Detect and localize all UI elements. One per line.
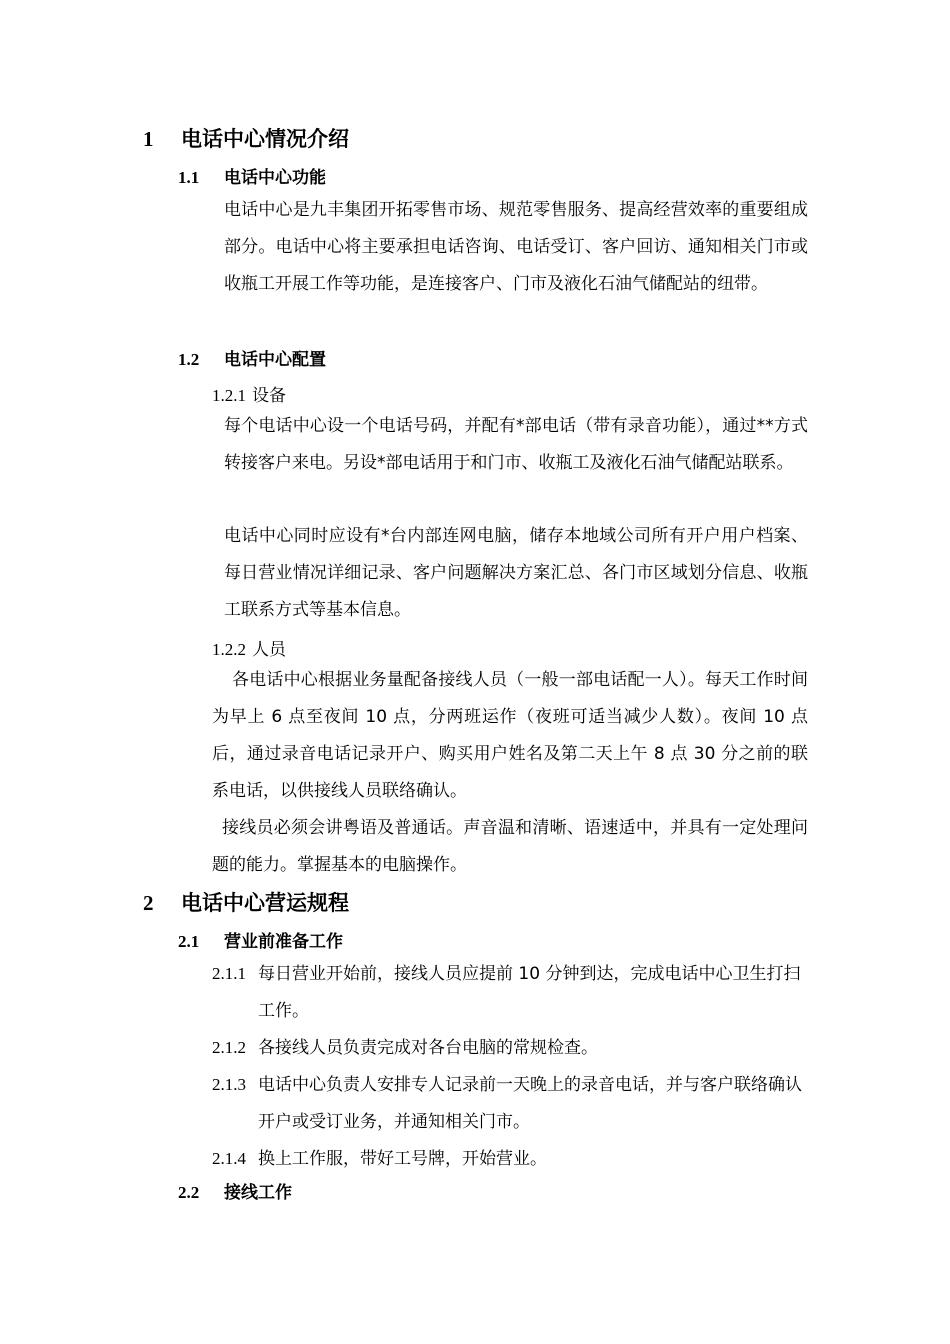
- subsection-heading-1-1: [178, 163, 326, 188]
- subsection-heading-2-1: [178, 927, 343, 952]
- step-number: 2.1.1: [212, 964, 246, 983]
- subsection-heading-2-2: [178, 1178, 292, 1203]
- section-number: 2: [143, 891, 154, 915]
- step-2-1-2: [212, 1029, 808, 1067]
- step-number: 2.1.3: [212, 1075, 246, 1094]
- step-text: 各接线人员负责完成对各台电脑的常规检查。: [258, 1038, 598, 1058]
- subsection-number: 2.1: [178, 932, 200, 951]
- section-title: 电话中心营运规程: [181, 891, 349, 915]
- section-number: 1: [143, 127, 154, 151]
- item-number: 1.2.1: [212, 386, 246, 405]
- paragraph-equipment-1: 每个电话中心设一个电话号码，并配有*部电话（带有录音功能），通过**方式转接客户来电。另设*部电话用于和门市、收瓶工及液化石油气储配站联系。: [224, 416, 808, 473]
- paragraph-staff-1: 各电话中心根据业务量配备接线人员（一般一部电话配一人）。每天工作时间为早上 6 点至夜间 10 点，分两班运作（夜班可适当减少人数）。夜间 10 点后，通过录音电话记录开户、购买用户姓名及第二天上午 8 点 30 分之前的联系电话，以供接线人员联络确认。: [212, 670, 808, 801]
- subsection-title: 营业前准备工作: [224, 932, 343, 952]
- step-text: 每日营业开始前，接线人员应提前 10 分钟到达，完成电话中心卫生打扫工作。: [258, 964, 801, 1021]
- subsection-number: 1.2: [178, 350, 200, 369]
- section-title: 电话中心情况介绍: [181, 127, 349, 151]
- subsection-heading-1-2: [178, 345, 326, 370]
- step-text: 换上工作服，带好工号牌，开始营业。: [258, 1149, 547, 1169]
- paragraph-equipment-2: 电话中心同时应设有*台内部连网电脑，储存本地域公司所有开户用户档案、每日营业情况详细记录、客户问题解决方案汇总、各门市区域划分信息、收瓶工联系方式等基本信息。: [224, 526, 808, 620]
- step-2-1-1: [212, 955, 808, 1030]
- section-heading-2: [143, 887, 349, 917]
- step-2-1-4: [212, 1140, 808, 1178]
- step-number: 2.1.2: [212, 1038, 246, 1057]
- step-number: 2.1.4: [212, 1149, 246, 1168]
- item-number: 1.2.2: [212, 640, 246, 659]
- section-heading-1: [143, 123, 349, 153]
- item-title: 人员: [252, 640, 286, 660]
- subsection-number: 1.1: [178, 168, 200, 187]
- paragraph-staff-2: 接线员必须会讲粤语及普通话。声音温和清晰、语速适中，并具有一定处理问题的能力。掌握基本的电脑操作。: [212, 818, 808, 875]
- subsection-title: 电话中心配置: [224, 350, 326, 370]
- step-text: 电话中心负责人安排专人记录前一天晚上的录音电话，并与客户联络确认开户或受订业务，并通知相关门市。: [258, 1075, 802, 1132]
- item-heading-1-2-2: [212, 635, 286, 660]
- subsection-number: 2.2: [178, 1183, 200, 1202]
- paragraph-function: 电话中心是九丰集团开拓零售市场、规范零售服务、提高经营效率的重要组成部分。电话中心将主要承担电话咨询、电话受订、客户回访、通知相关门市或收瓶工开展工作等功能，是连接客户、门市及液化石油气储配站的纽带。: [224, 200, 808, 294]
- step-2-1-3: [212, 1066, 808, 1141]
- subsection-title: 电话中心功能: [224, 168, 326, 188]
- item-heading-1-2-1: [212, 381, 286, 406]
- item-title: 设备: [252, 386, 286, 406]
- subsection-title: 接线工作: [224, 1183, 292, 1203]
